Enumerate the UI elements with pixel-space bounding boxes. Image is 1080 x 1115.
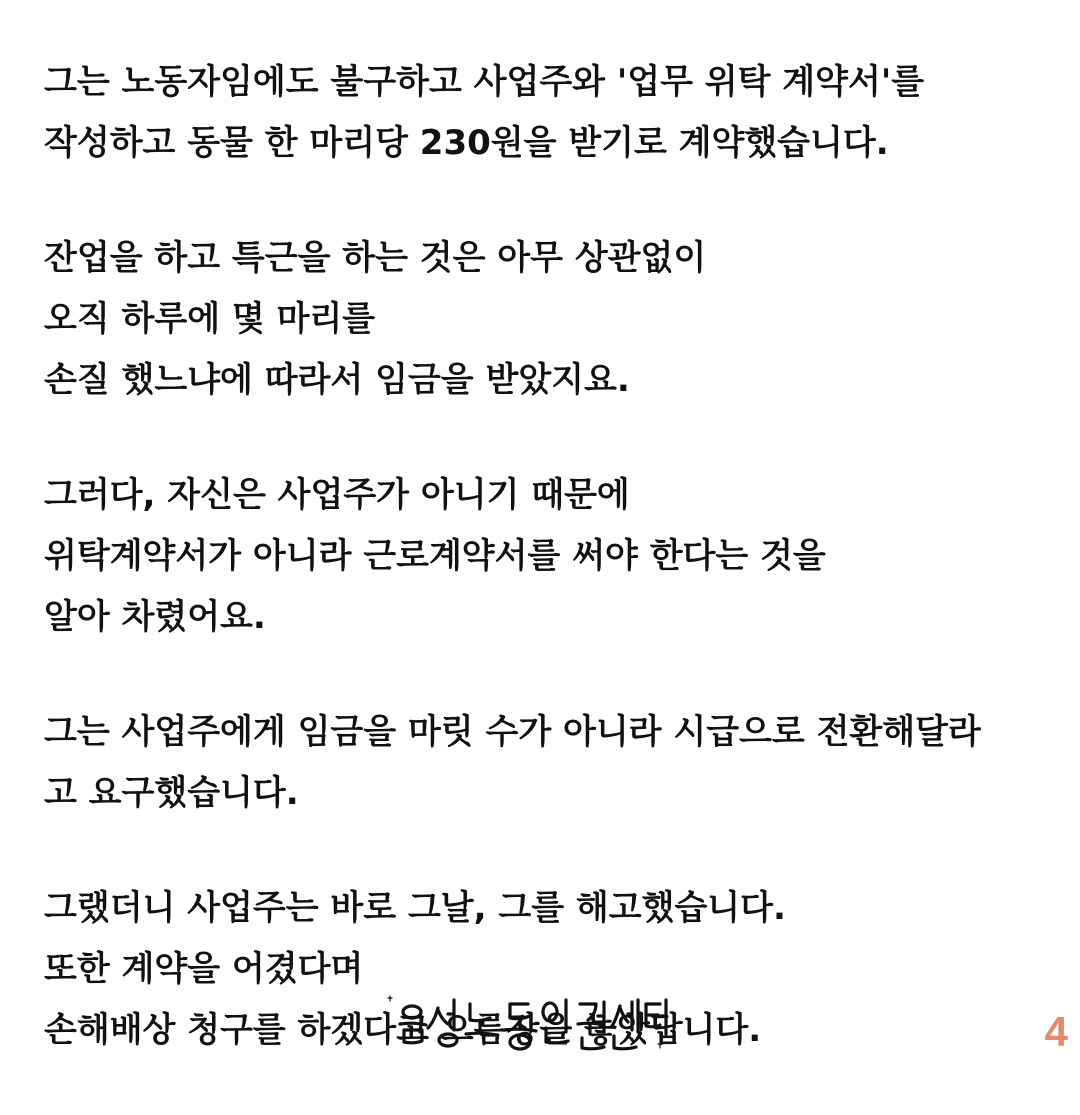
organization-signature-logo [382, 990, 672, 1060]
text-line: 고 요구했습니다. [44, 773, 299, 813]
paragraph-3 [44, 465, 1054, 648]
paragraph-2 [44, 228, 1054, 411]
text-line: 그는 사업주에게 임금을 마릿 수가 아니라 시급으로 전환해달라 [44, 712, 981, 752]
text-line: 알아 차렸어요. [44, 597, 266, 637]
text-line: 잔업을 하고 특근을 하는 것은 아무 상관없이 [44, 238, 707, 278]
text-line: 손해배상 청구를 하겠다고 으름장을 놓았답니다. [44, 1010, 762, 1050]
text-line: 위탁계약서가 아니라 근로계약서를 써야 한다는 것을 [44, 536, 826, 576]
paragraph-1 [44, 52, 1054, 174]
text-line: 그랬더니 사업주는 바로 그날, 그를 해고했습니다. [44, 888, 786, 928]
text-line: 또한 계약을 어겼다며 [44, 949, 364, 989]
text-line: 그는 노동자임에도 불구하고 사업주와 '업무 위탁 계약서'를 [44, 62, 925, 102]
page-number: 4 [1044, 1008, 1068, 1055]
calligraphy-signature-icon [382, 990, 672, 1060]
text-line: 그러다, 자신은 사업주가 아니기 때문에 [44, 475, 630, 515]
text-line: 작성하고 동물 한 마리당 230원을 받기로 계약했습니다. [44, 123, 889, 163]
paragraph-4 [44, 702, 1054, 824]
text-line: 손질 했느냐에 따라서 임금을 받았지요. [44, 360, 630, 400]
text-line: 오직 하루에 몇 마리를 [44, 299, 376, 339]
body-text [44, 52, 1054, 1115]
